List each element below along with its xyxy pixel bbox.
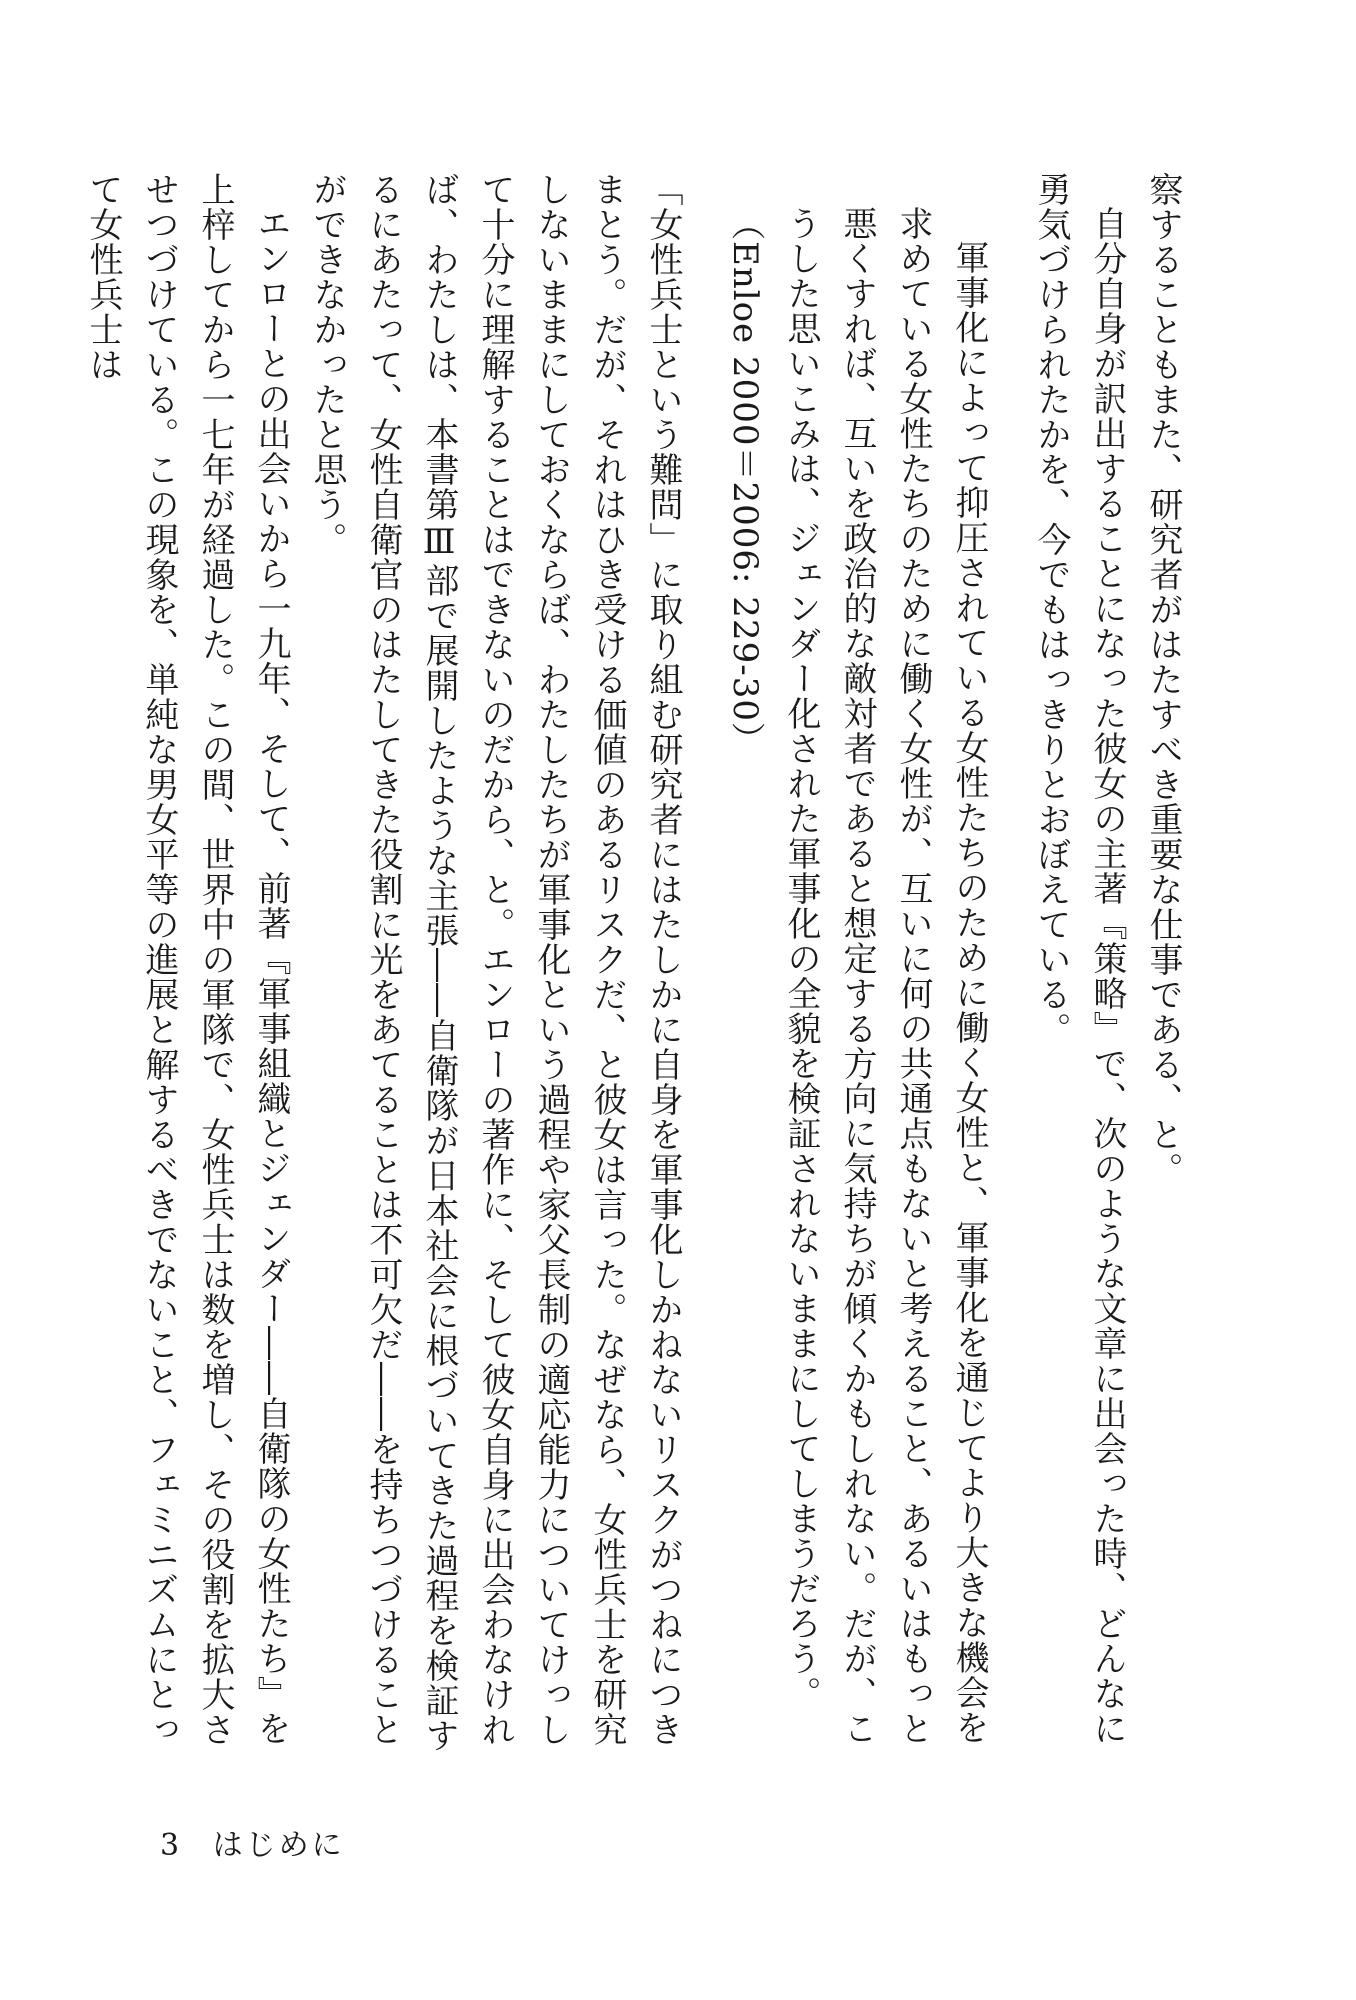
paragraph-intro: 自分自身が訳出することになった彼女の主著『策略』で、次のような文章に出会った時、どんなに勇気づけられたかを、今でもはっきりとおぼえている。 (1031, 172, 1127, 1746)
quote-text: 軍事化によって抑圧されている女性たちのために働く女性と、軍事化を通じてより大きな機会を求めている女性たちのために働く女性が、互いに何の共通点もないと考えること、あるいはもっと悪くすれば、互いを政治的な敵対者であると想定する方向に気持ちが傾くかもしれない。だが、こうした思いこみは、ジェンダー化された軍事化の全貌を検証されないままにしてしまうだろう。（Enloe 2000＝2006: 229-30） (725, 206, 989, 1746)
quote-spacer-after (691, 172, 717, 1757)
section-title: はじめに (212, 1828, 345, 1863)
quote-spacer-before (997, 172, 1023, 1757)
block-quote (717, 172, 997, 1757)
paragraph-encounter: エンローとの出会いから一九年、そして、前著『軍事組織とジェンダー――自衛隊の女性たち』を上梓してから一七年が経過した。この間、世界中の軍隊で、女性兵士は数を増し、その役割を拡大させつづけている。この現象を、単純な男女平等の進展と解するべきでないこと、フェミニズムにとって女性兵士は (83, 172, 291, 1747)
page-number: 3 (160, 1828, 183, 1863)
vertical-text-block (75, 172, 1191, 1757)
paragraph-continuation: 察することもまた、研究者がはたすべき重要な仕事である、と。 (1143, 172, 1183, 1187)
page-footer (160, 1820, 345, 1864)
paragraph-difficult-problem: 「女性兵士という難問」に取り組む研究者にはたしかに自身を軍事化しかねないリスクがつねにつきまとう。だが、それはひき受ける価値のあるリスクだ、と彼女は言った。なぜなら、女性兵士を研究しないままにしておくならば、わたしたちが軍事化という過程や家父長制の適応能力についてけっして十分に理解することはできないのだから、と。エンローの著作に、そして彼女自身に出会わなければ、わたしは、本書第Ⅲ部で展開したような主張――自衛隊が日本社会に根づいてきた過程を検証するにあたって、女性自衛官のはたしてきた役割に光をあてることは不可欠だ――を持ちつづけることができなかったと思う。 (307, 172, 683, 1753)
